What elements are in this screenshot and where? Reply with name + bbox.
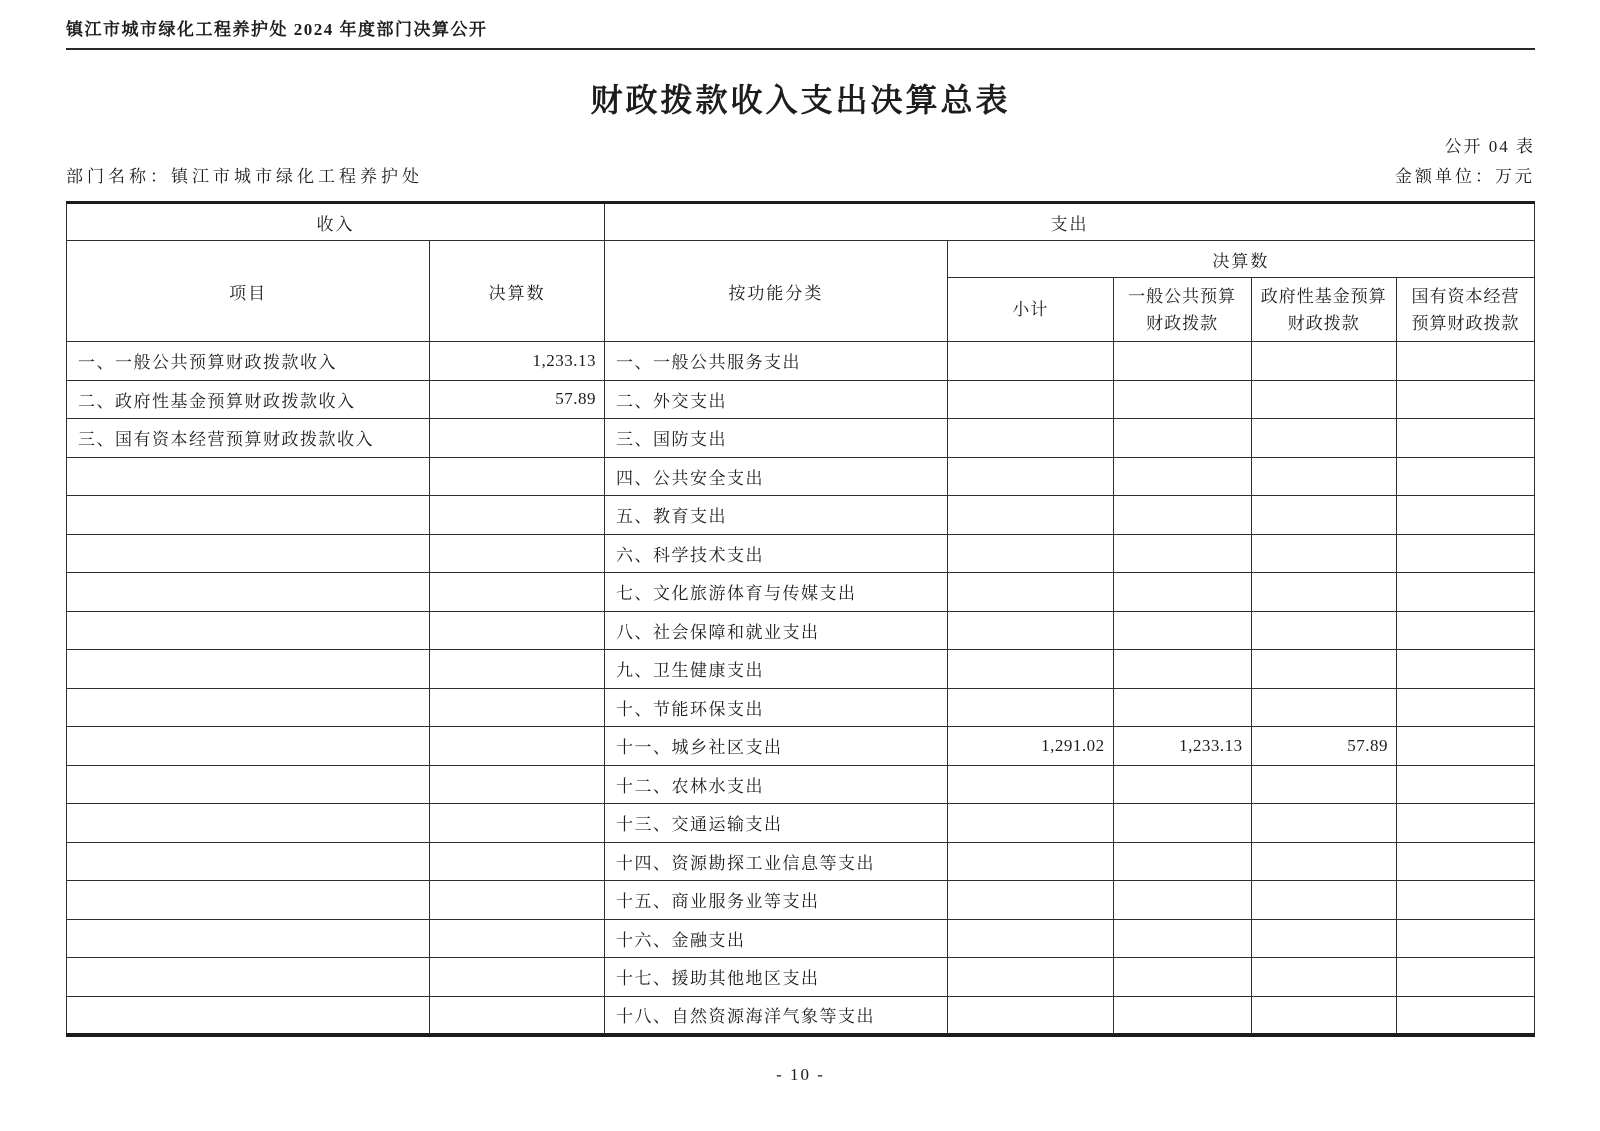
expenditure-item-cell: 十、节能环保支出: [605, 688, 948, 727]
expenditure-subtotal-cell: [947, 842, 1113, 881]
expenditure-general-budget-cell: [1113, 534, 1251, 573]
expenditure-subtotal-cell: 1,291.02: [947, 727, 1113, 766]
state-capital-budget-header: 国有资本经营预算财政拨款: [1396, 278, 1534, 342]
table-row: [67, 380, 1535, 419]
expenditure-government-fund-cell: [1251, 804, 1396, 843]
table-row: [67, 534, 1535, 573]
income-item-cell: 二、政府性基金预算财政拨款收入: [67, 380, 430, 419]
expenditure-subtotal-cell: [947, 457, 1113, 496]
income-amount-cell: [430, 919, 605, 958]
table-row: [67, 650, 1535, 689]
expenditure-subtotal-cell: [947, 881, 1113, 920]
expenditure-item-cell: 十二、农林水支出: [605, 765, 948, 804]
expenditure-subtotal-cell: [947, 996, 1113, 1035]
expenditure-subtotal-cell: [947, 919, 1113, 958]
expenditure-subtotal-cell: [947, 573, 1113, 612]
expenditure-government-fund-cell: [1251, 996, 1396, 1035]
table-row: [67, 611, 1535, 650]
table-row: [67, 419, 1535, 458]
income-amount-cell: [430, 650, 605, 689]
expenditure-general-budget-cell: [1113, 881, 1251, 920]
table-row: [67, 919, 1535, 958]
expenditure-item-cell: 八、社会保障和就业支出: [605, 611, 948, 650]
expenditure-state-capital-cell: [1396, 765, 1534, 804]
income-amount-cell: [430, 688, 605, 727]
expenditure-state-capital-cell: [1396, 342, 1534, 381]
expenditure-item-cell: 五、教育支出: [605, 496, 948, 535]
expenditure-government-fund-cell: [1251, 688, 1396, 727]
income-amount-cell: [430, 419, 605, 458]
expenditure-general-budget-cell: [1113, 996, 1251, 1035]
expenditure-government-fund-cell: [1251, 534, 1396, 573]
expenditure-general-budget-cell: [1113, 842, 1251, 881]
expenditure-government-fund-cell: [1251, 611, 1396, 650]
expenditure-subtotal-cell: [947, 650, 1113, 689]
expenditure-item-cell: 六、科学技术支出: [605, 534, 948, 573]
income-amount-cell: [430, 611, 605, 650]
expenditure-general-budget-cell: [1113, 765, 1251, 804]
fiscal-summary-table: [66, 201, 1535, 1037]
expenditure-item-cell: 十三、交通运输支出: [605, 804, 948, 843]
expenditure-section-header: 支出: [605, 203, 1535, 241]
table-row: [67, 688, 1535, 727]
income-amount-cell: [430, 534, 605, 573]
income-item-cell: [67, 573, 430, 612]
income-item-cell: [67, 765, 430, 804]
income-item-cell: [67, 496, 430, 535]
income-amount-cell: [430, 573, 605, 612]
department-name-label: 部门名称：镇江市城市绿化工程养护处: [66, 167, 423, 186]
expenditure-state-capital-cell: [1396, 842, 1534, 881]
expenditure-subtotal-cell: [947, 958, 1113, 997]
expenditure-state-capital-cell: [1396, 457, 1534, 496]
document-header: 镇江市城市绿化工程养护处 2024 年度部门决算公开: [66, 15, 1535, 50]
expenditure-government-fund-cell: [1251, 457, 1396, 496]
expenditure-state-capital-cell: [1396, 804, 1534, 843]
subtotal-header: 小计: [947, 278, 1113, 342]
expenditure-subtotal-cell: [947, 419, 1113, 458]
expenditure-item-cell: 一、一般公共服务支出: [605, 342, 948, 381]
table-row: [67, 457, 1535, 496]
expenditure-government-fund-cell: [1251, 573, 1396, 612]
expenditure-subtotal-cell: [947, 611, 1113, 650]
table-row: [67, 573, 1535, 612]
expenditure-state-capital-cell: [1396, 881, 1534, 920]
table-row: [67, 804, 1535, 843]
expenditure-general-budget-cell: 1,233.13: [1113, 727, 1251, 766]
expenditure-government-fund-cell: [1251, 419, 1396, 458]
income-item-cell: [67, 842, 430, 881]
expenditure-amount-header: 决算数: [947, 241, 1534, 278]
expenditure-government-fund-cell: [1251, 496, 1396, 535]
income-amount-cell: [430, 727, 605, 766]
income-amount-cell: 1,233.13: [430, 342, 605, 381]
table-row: [67, 727, 1535, 766]
income-item-cell: [67, 727, 430, 766]
expenditure-government-fund-cell: [1251, 842, 1396, 881]
expenditure-state-capital-cell: [1396, 611, 1534, 650]
expenditure-state-capital-cell: [1396, 419, 1534, 458]
meta-row: [66, 165, 1535, 189]
table-row: [67, 842, 1535, 881]
expenditure-government-fund-cell: [1251, 958, 1396, 997]
income-item-cell: 三、国有资本经营预算财政拨款收入: [67, 419, 430, 458]
expenditure-government-fund-cell: 57.89: [1251, 727, 1396, 766]
by-function-header: 按功能分类: [605, 241, 948, 342]
expenditure-item-cell: 四、公共安全支出: [605, 457, 948, 496]
expenditure-item-cell: 九、卫生健康支出: [605, 650, 948, 689]
expenditure-state-capital-cell: [1396, 496, 1534, 535]
amount-unit-label: 金额单位：万元: [1395, 167, 1535, 186]
income-amount-cell: [430, 881, 605, 920]
income-item-cell: [67, 881, 430, 920]
income-amount-cell: [430, 958, 605, 997]
table-row: [67, 765, 1535, 804]
expenditure-general-budget-cell: [1113, 611, 1251, 650]
expenditure-subtotal-cell: [947, 765, 1113, 804]
expenditure-item-cell: 七、文化旅游体育与传媒支出: [605, 573, 948, 612]
expenditure-subtotal-cell: [947, 534, 1113, 573]
expenditure-state-capital-cell: [1396, 573, 1534, 612]
expenditure-item-cell: 十五、商业服务业等支出: [605, 881, 948, 920]
expenditure-general-budget-cell: [1113, 804, 1251, 843]
page-title: 财政拨款收入支出决算总表: [590, 82, 1011, 118]
expenditure-state-capital-cell: [1396, 919, 1534, 958]
income-item-cell: [67, 804, 430, 843]
expenditure-subtotal-cell: [947, 342, 1113, 381]
table-row: [67, 881, 1535, 920]
expenditure-government-fund-cell: [1251, 765, 1396, 804]
section-header-row: [67, 203, 1535, 241]
expenditure-item-cell: 十四、资源勘探工业信息等支出: [605, 842, 948, 881]
income-item-cell: [67, 611, 430, 650]
income-amount-cell: [430, 804, 605, 843]
government-fund-budget-header: 政府性基金预算财政拨款: [1251, 278, 1396, 342]
table-code-label: 公开 04 表: [1444, 137, 1535, 156]
expenditure-item-cell: 十一、城乡社区支出: [605, 727, 948, 766]
expenditure-general-budget-cell: [1113, 342, 1251, 381]
income-amount-cell: [430, 996, 605, 1035]
expenditure-state-capital-cell: [1396, 958, 1534, 997]
expenditure-general-budget-cell: [1113, 419, 1251, 458]
income-item-cell: [67, 919, 430, 958]
income-item-cell: [67, 688, 430, 727]
expenditure-state-capital-cell: [1396, 996, 1534, 1035]
expenditure-item-cell: 十八、自然资源海洋气象等支出: [605, 996, 948, 1035]
general-public-budget-header: 一般公共预算财政拨款: [1113, 278, 1251, 342]
expenditure-item-cell: 十六、金融支出: [605, 919, 948, 958]
income-item-header: 项目: [67, 241, 430, 342]
expenditure-item-cell: 十七、援助其他地区支出: [605, 958, 948, 997]
income-amount-cell: [430, 457, 605, 496]
expenditure-state-capital-cell: [1396, 727, 1534, 766]
expenditure-government-fund-cell: [1251, 342, 1396, 381]
expenditure-subtotal-cell: [947, 804, 1113, 843]
expenditure-general-budget-cell: [1113, 496, 1251, 535]
income-amount-cell: 57.89: [430, 380, 605, 419]
income-item-cell: [67, 996, 430, 1035]
expenditure-general-budget-cell: [1113, 650, 1251, 689]
income-item-cell: [67, 534, 430, 573]
expenditure-subtotal-cell: [947, 380, 1113, 419]
expenditure-state-capital-cell: [1396, 380, 1534, 419]
expenditure-general-budget-cell: [1113, 688, 1251, 727]
income-section-header: 收入: [67, 203, 605, 241]
expenditure-general-budget-cell: [1113, 380, 1251, 419]
expenditure-government-fund-cell: [1251, 650, 1396, 689]
expenditure-state-capital-cell: [1396, 688, 1534, 727]
income-amount-header: 决算数: [430, 241, 605, 342]
table-body: [67, 342, 1535, 1035]
expenditure-government-fund-cell: [1251, 881, 1396, 920]
table-row: [67, 996, 1535, 1035]
table-row: [67, 958, 1535, 997]
table-header: [67, 203, 1535, 342]
expenditure-general-budget-cell: [1113, 573, 1251, 612]
expenditure-item-cell: 三、国防支出: [605, 419, 948, 458]
expenditure-subtotal-cell: [947, 496, 1113, 535]
income-amount-cell: [430, 496, 605, 535]
expenditure-item-cell: 二、外交支出: [605, 380, 948, 419]
expenditure-government-fund-cell: [1251, 919, 1396, 958]
expenditure-government-fund-cell: [1251, 380, 1396, 419]
expenditure-general-budget-cell: [1113, 958, 1251, 997]
table-row: [67, 342, 1535, 381]
expenditure-state-capital-cell: [1396, 534, 1534, 573]
expenditure-subtotal-cell: [947, 688, 1113, 727]
income-item-cell: [67, 457, 430, 496]
income-amount-cell: [430, 842, 605, 881]
page-number: - 10 -: [776, 1064, 825, 1084]
income-item-cell: [67, 650, 430, 689]
column-header-row-1: [67, 241, 1535, 278]
expenditure-general-budget-cell: [1113, 919, 1251, 958]
table-row: [67, 496, 1535, 535]
expenditure-state-capital-cell: [1396, 650, 1534, 689]
expenditure-general-budget-cell: [1113, 457, 1251, 496]
income-amount-cell: [430, 765, 605, 804]
income-item-cell: 一、一般公共预算财政拨款收入: [67, 342, 430, 381]
income-item-cell: [67, 958, 430, 997]
